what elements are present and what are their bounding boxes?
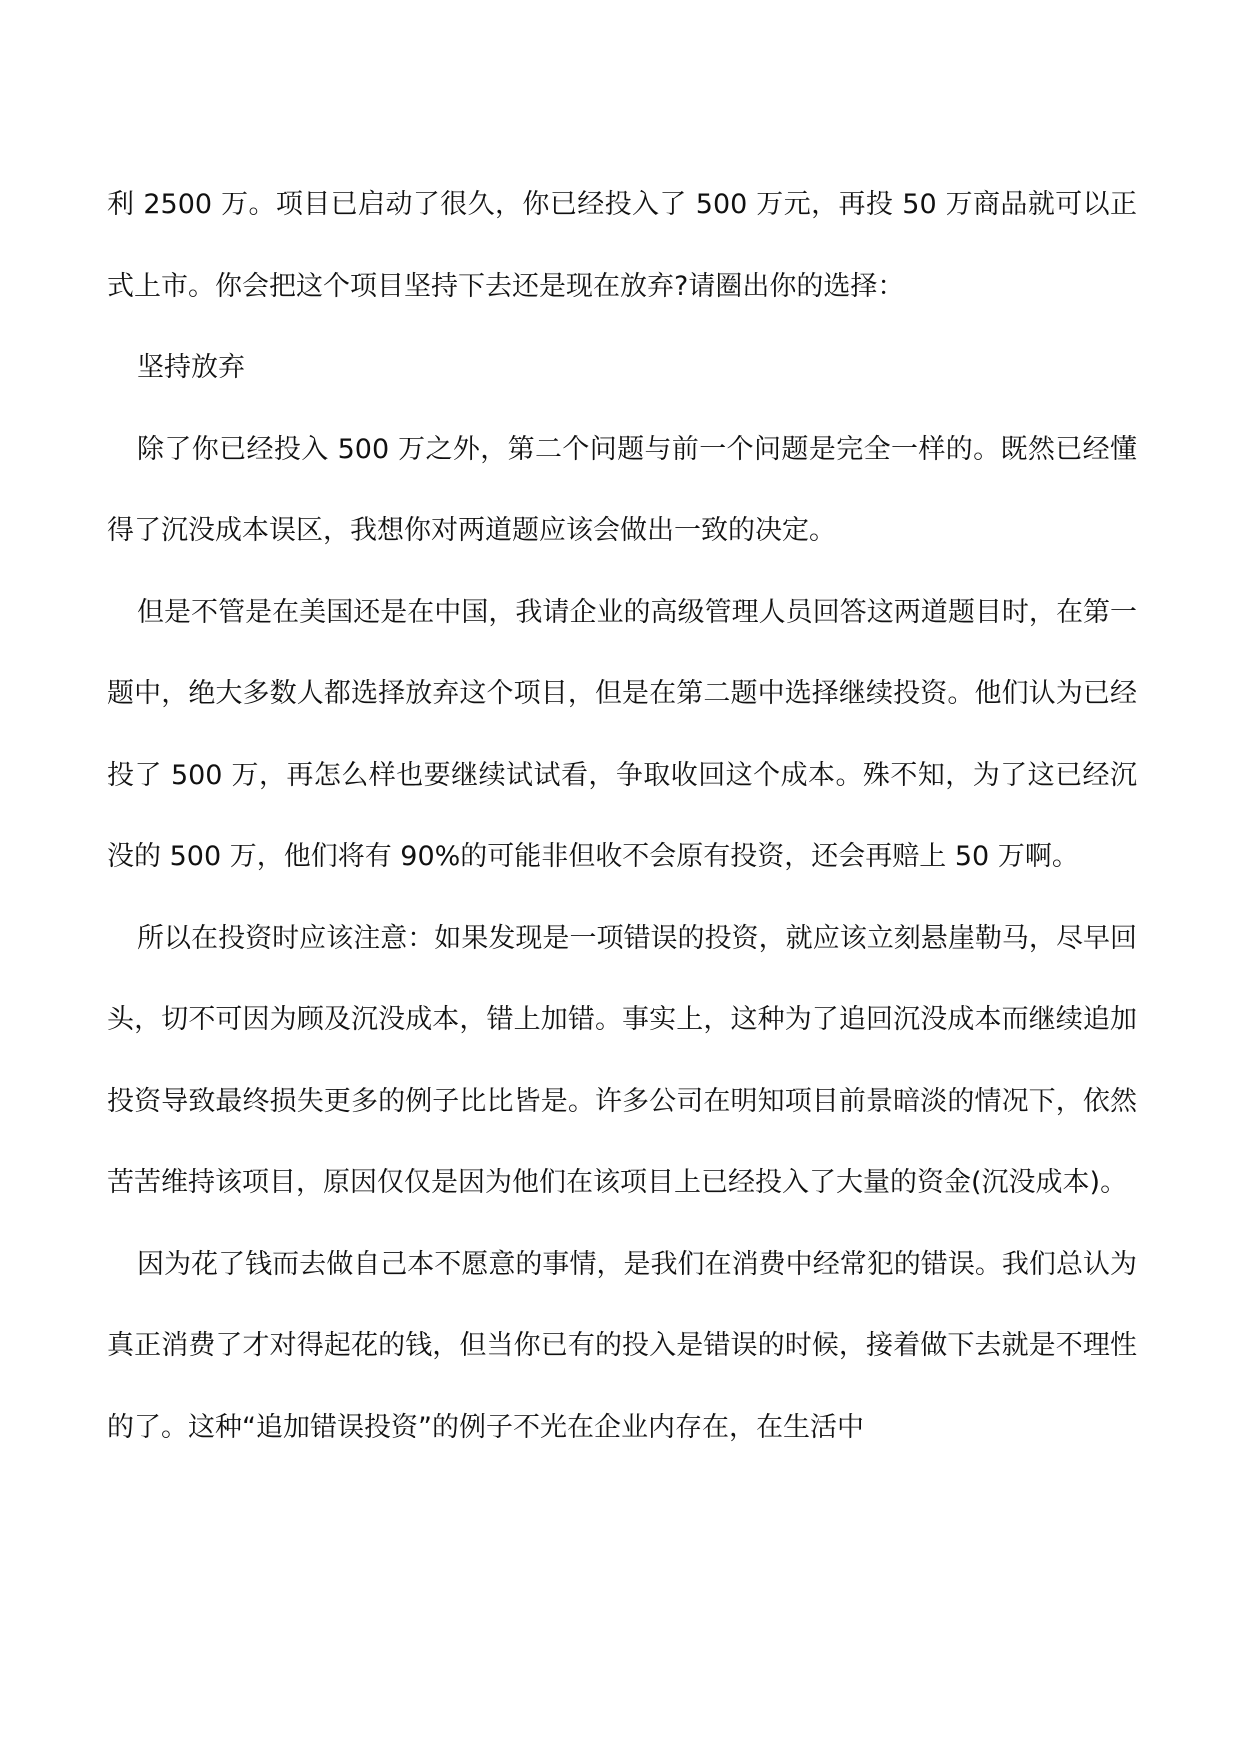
paragraph-continuation: 利 2500 万。项目已启动了很久，你已经投入了 500 万元，再投 50 万商品就可以正式上市。你会把这个项目坚持下去还是现在放弃?请圈出你的选择：: [107, 189, 1137, 302]
paragraph-second-question: 除了你已经投入 500 万之外，第二个问题与前一个问题是完全一样的。既然已经懂得了沉没成本误区，我想你对两道题应该会做出一致的决定。: [107, 433, 1137, 546]
paragraph-consumption-mistake: 因为花了钱而去做自己本不愿意的事情，是我们在消费中经常犯的错误。我们总认为真正消费了才对得起花的钱，但当你已有的投入是错误的时候，接着做下去就是不理性的了。这种“追加错误投资”的例子不光在企业内存在，在生活中: [107, 1248, 1137, 1443]
body-text: [107, 164, 1137, 1468]
paragraph-survey-results: 但是不管是在美国还是在中国，我请企业的高级管理人员回答这两道题目时，在第一题中，绝大多数人都选择放弃这个项目，但是在第二题中选择继续投资。他们认为已经投了 500 万，再怎么样也要继续试试看，争取收回这个成本。殊不知，为了这已经沉没的 500 万，他们将有 90%的可能非但收不会原有投资，还会再赔上 50 万啊。: [107, 596, 1137, 872]
paragraph-choice-options: 坚持放弃: [137, 352, 245, 383]
paragraph-investment-advice: 所以在投资时应该注意：如果发现是一项错误的投资，就应该立刻悬崖勒马，尽早回头，切不可因为顾及沉没成本，错上加错。事实上，这种为了追回沉没成本而继续追加投资导致最终损失更多的例子比比皆是。许多公司在明知项目前景暗淡的情况下，依然苦苦维持该项目，原因仅仅是因为他们在该项目上已经投入了大量的资金(沉没成本)。: [107, 922, 1137, 1198]
